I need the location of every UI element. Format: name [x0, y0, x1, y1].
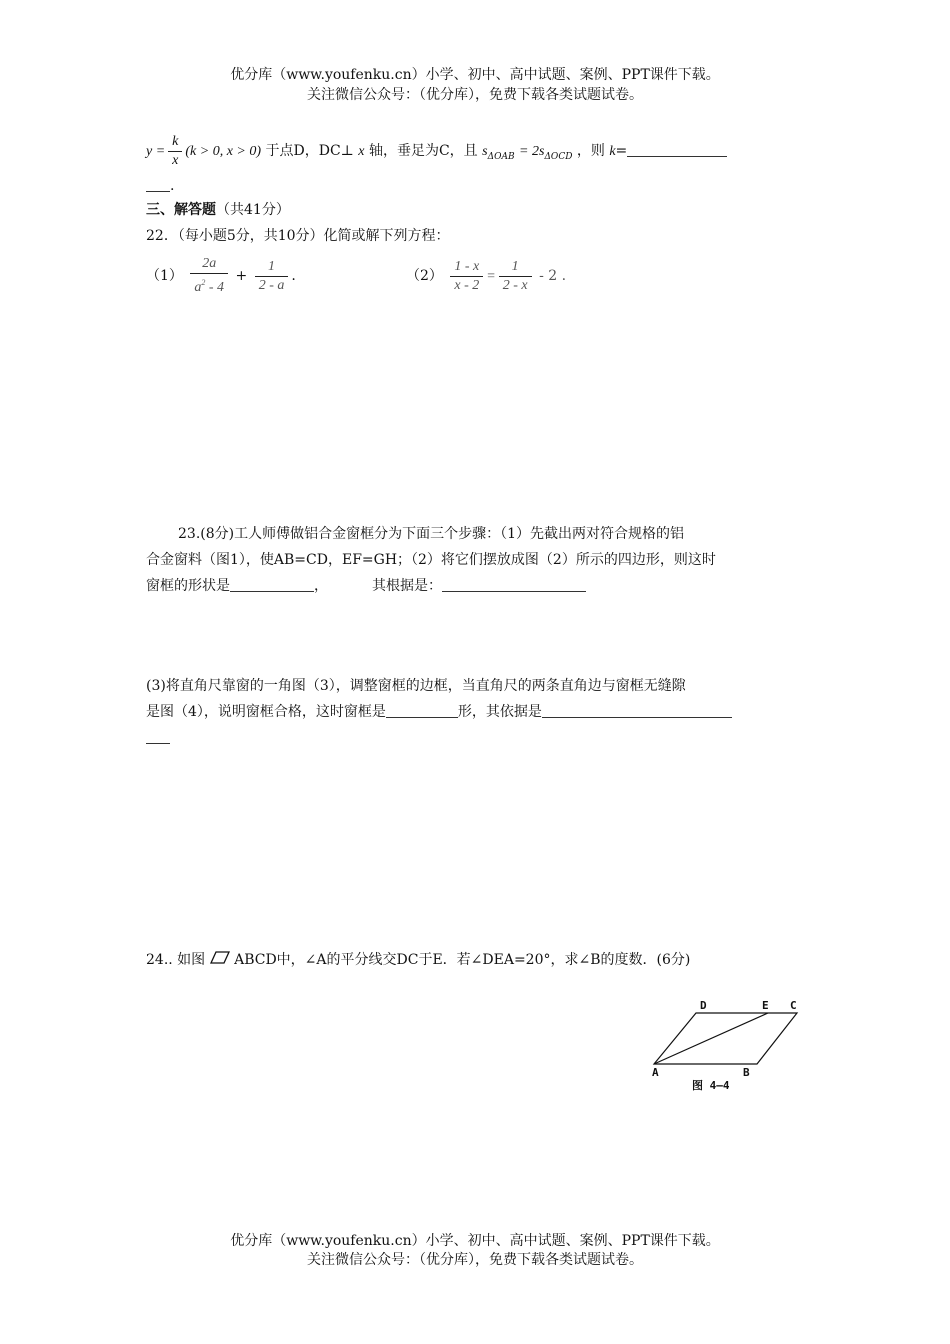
- q23-line-2: 合金窗料（图1），使AB=CD，EF=GH；（2）将它们摆放成图（2）所示的四边形，则这时: [146, 552, 716, 568]
- q21-x-var: x: [358, 144, 365, 159]
- q23-line-5-b: 形，其依据是: [457, 704, 542, 720]
- bisector-ae: [654, 1013, 768, 1064]
- q23-shape-blank-2[interactable]: [386, 703, 458, 718]
- q22-p2-fraction-1: [450, 258, 483, 295]
- q22-p1-fraction-1: [190, 255, 228, 297]
- q23-reason-blank-2[interactable]: [542, 703, 732, 718]
- header-line-2: 关注微信公众号：（优分库），免费下载各类试题试卷。: [307, 87, 643, 103]
- q23-reason-blank[interactable]: [442, 577, 586, 592]
- q21-k: k: [609, 144, 616, 159]
- q22-stem: 22．（每小题5分，共10分）化简或解下列方程：: [146, 228, 450, 244]
- q22-p1-den1: $a^2 - 4$: [190, 273, 228, 297]
- q23-line-3: [146, 576, 586, 596]
- q22-p2-label: （2）: [406, 268, 443, 284]
- q22-p2-rest: - 2 .: [539, 268, 567, 284]
- q24-text-b: ABCD中，∠A的平分线交DC于E．若∠DEA=20°，求∠B的度数．(6分): [234, 952, 691, 968]
- q24-line: [146, 950, 690, 970]
- q23-line-3-c: 其根据是：: [372, 578, 442, 594]
- section-title: [146, 200, 290, 220]
- q21-line: [146, 128, 727, 180]
- q21-frac-num: k: [172, 133, 179, 149]
- q23-line-3-a: 窗框的形状是: [146, 578, 230, 594]
- q22-part-2: [406, 252, 566, 301]
- q23-line-5-a: 是图（4），说明窗框合格，这时窗框是: [146, 704, 386, 720]
- label-e: E: [762, 999, 769, 1012]
- figure-caption: 图 4—4: [692, 1079, 730, 1092]
- footer-line-1: 优分库（www.youfenku.cn）小学、初中、高中试题、案例、PPT课件下载。: [230, 1233, 720, 1249]
- q21-s1-sub: ΔOAB: [487, 152, 515, 162]
- parallelogram-icon: [210, 951, 230, 965]
- q21-text-1: 于点D，DC⊥: [265, 143, 354, 159]
- footer-line-2: 关注微信公众号：（优分库），免费下载各类试题试卷。: [307, 1252, 643, 1268]
- q23-line-4: (3)将直角尺靠窗的一角图（3），调整窗框的边框，当直角尺的两条直角边与窗框无缝隙: [146, 678, 686, 694]
- q22-p1-fraction-2: [255, 258, 289, 295]
- q21-eq2: = 2: [519, 144, 539, 159]
- q22-p1-den2: 2 - a: [255, 276, 289, 295]
- q23-line-3-b: ，: [314, 578, 328, 594]
- q22-p2-fraction-2: [499, 258, 532, 295]
- q22-p1-num2: 1: [268, 258, 276, 274]
- label-a: A: [652, 1066, 659, 1079]
- q22-p1-end: .: [291, 268, 296, 284]
- q21-line-2: [146, 176, 174, 196]
- q23-line-6: [146, 728, 170, 748]
- q21-answer-blank-cont[interactable]: [146, 177, 170, 192]
- q21-frac-den: x: [168, 151, 182, 170]
- q22-p1-label: （1）: [146, 268, 183, 284]
- q21-s1: s: [482, 144, 488, 159]
- q22-p2-num2: 1: [511, 258, 519, 274]
- q22-p2-den1: x - 2: [450, 276, 483, 295]
- q24-text-a: 24.. 如图: [146, 952, 206, 968]
- q22-p2-den2: 2 - x: [499, 276, 532, 295]
- section-title-note: （共41分）: [216, 202, 290, 218]
- q21-s2: s: [538, 144, 545, 159]
- q21-y-eq: y =: [146, 144, 166, 159]
- q22-p2-eq: =: [486, 269, 496, 284]
- q22-p1-num1: 2a: [202, 256, 217, 271]
- q22-p1-operator: +: [235, 268, 248, 284]
- label-c: C: [790, 999, 797, 1012]
- q21-end: .: [170, 178, 175, 194]
- parallelogram-outline: [654, 1013, 797, 1064]
- q21-fraction: [168, 133, 182, 170]
- q21-condition: (k > 0, x > 0): [185, 144, 262, 159]
- q23-line-1: 23.(8分)工人师傅做铝合金窗框分为下面三个步骤：（1）先截出两对符合规格的铝: [178, 526, 685, 542]
- section-title-text: 三、解答题: [146, 202, 216, 218]
- q21-eq3: =: [615, 143, 628, 159]
- q21-text-3: ，则: [576, 143, 605, 159]
- q22-part-1: [146, 252, 296, 300]
- q23-reason-blank-cont[interactable]: [146, 729, 170, 744]
- q21-text-2: 轴，垂足为C，且: [368, 143, 478, 159]
- figure-parallelogram: [640, 996, 820, 1096]
- label-b: B: [743, 1066, 750, 1079]
- q22-p2-num1: 1 - x: [454, 258, 480, 274]
- q21-s2-sub: ΔOCD: [544, 152, 573, 162]
- header-line-1: 优分库（www.youfenku.cn）小学、初中、高中试题、案例、PPT课件下载。: [230, 67, 720, 83]
- q23-line-5: [146, 702, 732, 722]
- label-d: D: [700, 999, 707, 1012]
- q21-answer-blank[interactable]: [627, 142, 727, 157]
- q23-shape-blank[interactable]: [230, 577, 314, 592]
